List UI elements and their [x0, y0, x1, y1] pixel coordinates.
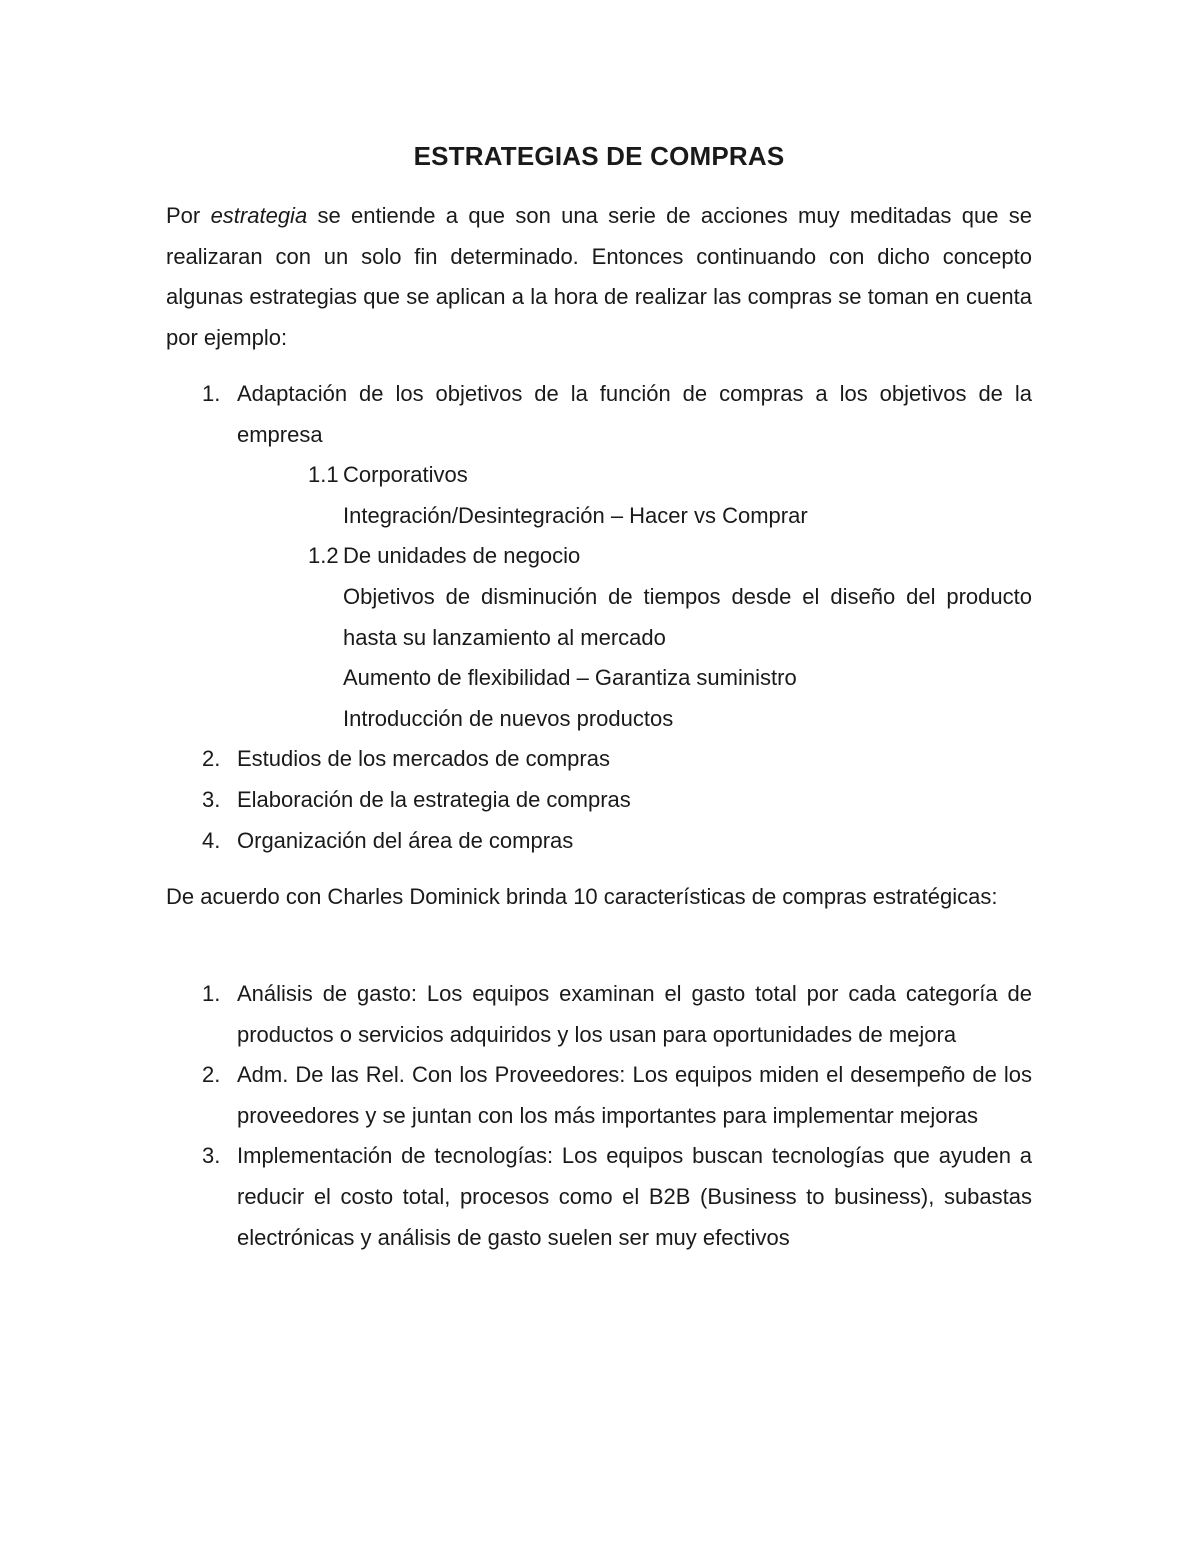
sub-item-detail: Objetivos de disminución de tiempos desde el diseño del producto hasta su lanzamiento al mercado	[343, 583, 1032, 650]
list-item	[166, 1055, 1032, 1136]
list-item-text: Adaptación de los objetivos de la función de compras a los objetivos de la empresa	[237, 381, 1032, 447]
list-item	[166, 374, 1032, 455]
list-item-text: Estudios de los mercados de compras	[237, 746, 610, 772]
list-item-number: 1.	[202, 981, 221, 1006]
list-item-number: 3.	[202, 786, 221, 812]
sub-item-detail: Aumento de flexibilidad – Garantiza suministro	[343, 665, 797, 691]
dominick-paragraph: De acuerdo con Charles Dominick brinda 10 características de compras estratégicas:	[166, 884, 998, 909]
document-title: ESTRATEGIAS DE COMPRAS	[413, 141, 785, 171]
sub-item-text: Corporativos	[343, 462, 468, 488]
intro-emphasis: estrategia	[210, 203, 308, 228]
list-item-text: Implementación de tecnologías: Los equipos buscan tecnologías que ayuden a reducir el costo total, procesos como el B2B (Business to business), subastas electrónicas y análisis de gasto suelen ser muy efectivos	[237, 1143, 1032, 1250]
list-item-number: 2.	[202, 746, 221, 772]
list-item-number: 1.	[202, 381, 221, 406]
sub-item	[166, 536, 1032, 577]
list-item-text: Elaboración de la estrategia de compras	[237, 786, 631, 812]
list-item	[166, 974, 1032, 1055]
list-item-text: Organización del área de compras	[237, 827, 574, 853]
list-item	[166, 780, 1032, 821]
list-item-text: Adm. De las Rel. Con los Proveedores: Los equipos miden el desempeño de los proveedores y se juntan con los más importantes para implementar mejoras	[237, 1062, 1032, 1128]
list-item-text: Análisis de gasto: Los equipos examinan el gasto total por cada categoría de productos o servicios adquiridos y los usan para oportunidades de mejora	[237, 981, 1032, 1047]
list-item-number: 4.	[202, 827, 221, 853]
list-item	[166, 1136, 1032, 1258]
sub-item-detail: Integración/Desintegración – Hacer vs Comprar	[343, 502, 808, 528]
intro-prefix: Por	[166, 203, 211, 228]
sub-item-detail: Introducción de nuevos productos	[343, 705, 674, 731]
characteristics-list	[166, 974, 1032, 1258]
sub-item-text: De unidades de negocio	[343, 543, 581, 569]
list-item-number: 3.	[202, 1143, 221, 1169]
sub-item-number: 1.1	[308, 462, 339, 488]
intro-paragraph	[166, 196, 1032, 358]
list-item	[166, 821, 1032, 862]
sub-item	[166, 455, 1032, 496]
list-item-number: 2.	[202, 1062, 221, 1088]
sub-item-number: 1.2	[308, 543, 339, 569]
intro-rest: se entiende a que son una serie de acciones muy meditadas que se realizaran con un solo fin determinado. Entonces continuando con dicho concepto algunas estrategias que se aplican a la hora de realizar las compras se toman en cuenta por ejemplo:	[166, 203, 1033, 350]
strategies-list	[166, 374, 1032, 861]
list-item	[166, 739, 1032, 780]
